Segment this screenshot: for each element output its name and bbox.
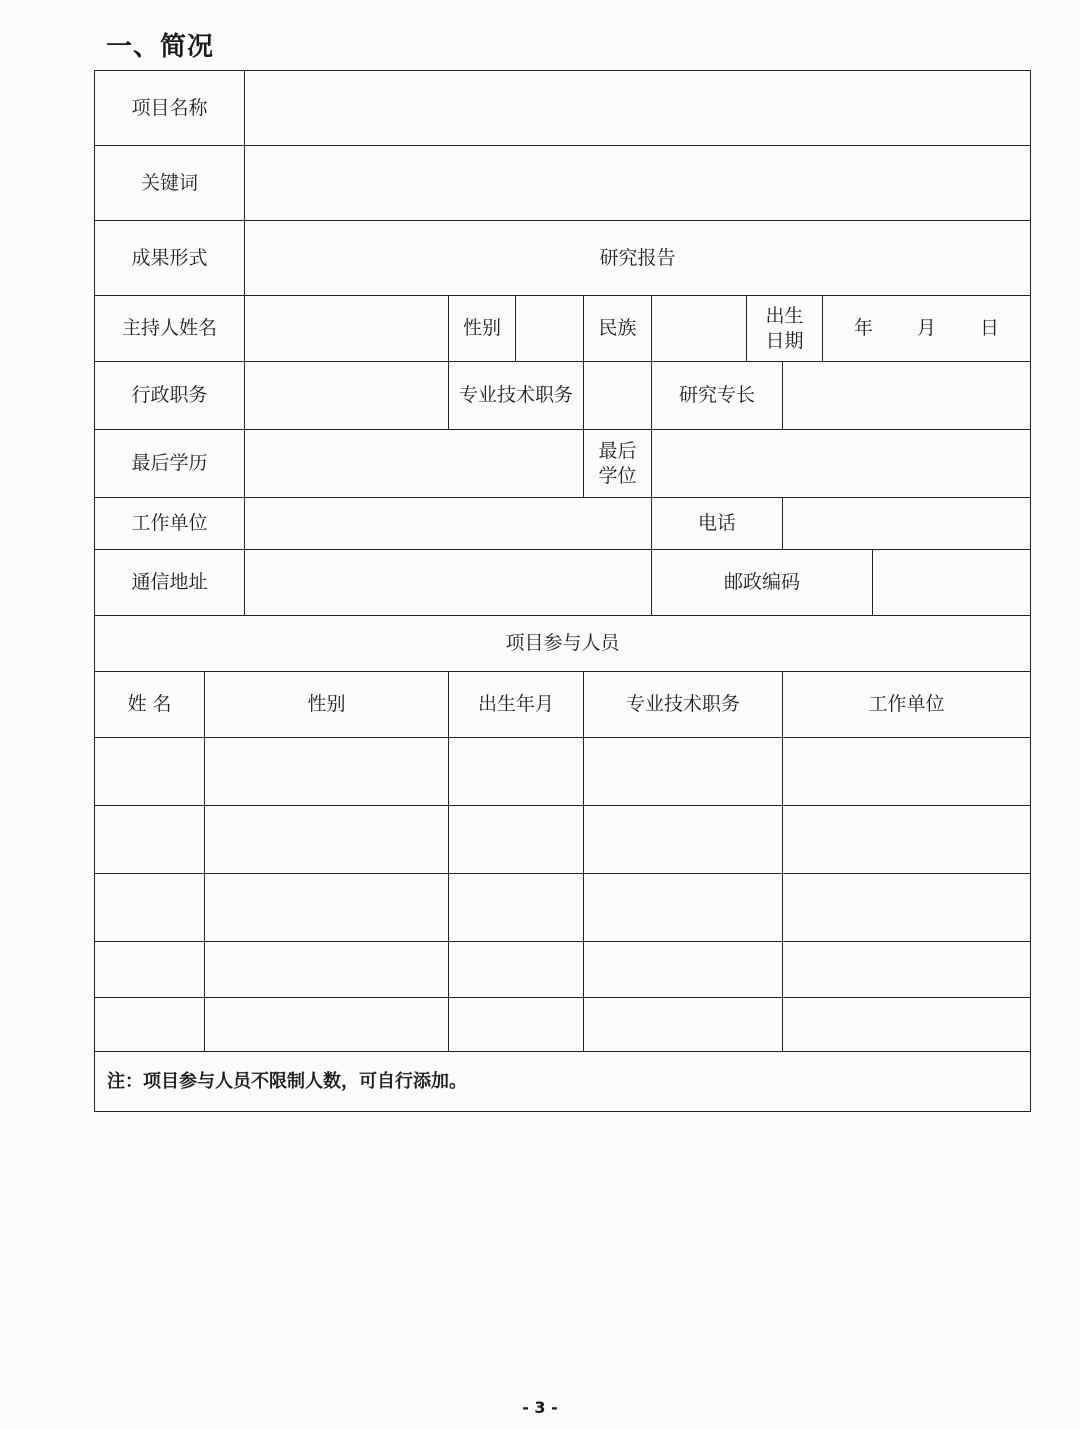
participant-name-cell[interactable] — [95, 806, 205, 874]
tech-title-field[interactable] — [584, 362, 652, 430]
year-label: 年 — [854, 317, 874, 340]
day-label: 日 — [980, 317, 1000, 340]
participant-row — [95, 806, 1031, 874]
participant-birth-cell[interactable] — [449, 942, 584, 998]
work-unit-label: 工作单位 — [95, 498, 245, 550]
participant-gender-cell[interactable] — [205, 874, 449, 942]
phone-label: 电话 — [652, 498, 783, 550]
birth-date-label-line2: 日期 — [765, 329, 804, 352]
research-specialty-label: 研究专长 — [652, 362, 783, 430]
participants-header-birth: 出生年月 — [449, 672, 584, 738]
host-ethnicity-label: 民族 — [584, 296, 652, 362]
participants-header-name: 姓 名 — [95, 672, 205, 738]
participant-work-unit-cell[interactable] — [783, 874, 1031, 942]
participants-note: 注：项目参与人员不限制人数，可自行添加。 — [95, 1052, 1031, 1112]
project-name-label: 项目名称 — [95, 71, 245, 146]
research-specialty-field[interactable] — [783, 362, 1031, 430]
degree-label-line1: 最后 — [598, 439, 637, 462]
participant-tech-title-cell[interactable] — [584, 942, 783, 998]
host-gender-field[interactable] — [516, 296, 584, 362]
participant-birth-cell[interactable] — [449, 738, 584, 806]
participant-name-cell[interactable] — [95, 998, 205, 1052]
degree-label-line2: 学位 — [598, 464, 637, 487]
education-label: 最后学历 — [95, 430, 245, 498]
birth-date-field[interactable] — [823, 296, 1031, 362]
participant-work-unit-cell[interactable] — [783, 942, 1031, 998]
participant-work-unit-cell[interactable] — [783, 806, 1031, 874]
participant-tech-title-cell[interactable] — [584, 998, 783, 1052]
admin-position-label: 行政职务 — [95, 362, 245, 430]
participant-tech-title-cell[interactable] — [584, 738, 783, 806]
work-unit-field[interactable] — [245, 498, 652, 550]
participant-name-cell[interactable] — [95, 738, 205, 806]
degree-field[interactable] — [652, 430, 1031, 498]
participant-birth-cell[interactable] — [449, 998, 584, 1052]
participants-header-work-unit: 工作单位 — [783, 672, 1031, 738]
participant-row — [95, 738, 1031, 806]
participants-header-tech-title: 专业技术职务 — [584, 672, 783, 738]
participant-gender-cell[interactable] — [205, 738, 449, 806]
participant-birth-cell[interactable] — [449, 874, 584, 942]
participant-gender-cell[interactable] — [205, 998, 449, 1052]
participant-tech-title-cell[interactable] — [584, 806, 783, 874]
participants-header-gender: 性别 — [205, 672, 449, 738]
month-label: 月 — [917, 317, 937, 340]
project-name-field[interactable] — [245, 71, 1031, 146]
postcode-field[interactable] — [873, 550, 1031, 616]
admin-position-field[interactable] — [245, 362, 449, 430]
participant-name-cell[interactable] — [95, 874, 205, 942]
tech-title-label: 专业技术职务 — [449, 362, 584, 430]
degree-label — [584, 430, 652, 498]
education-field[interactable] — [245, 430, 584, 498]
postcode-label: 邮政编码 — [652, 550, 873, 616]
participant-tech-title-cell[interactable] — [584, 874, 783, 942]
project-overview-form — [94, 70, 1031, 1112]
participant-gender-cell[interactable] — [205, 806, 449, 874]
birth-date-label — [747, 296, 823, 362]
participant-row — [95, 942, 1031, 998]
participants-section-label: 项目参与人员 — [95, 616, 1031, 672]
page-number: - 3 - — [522, 1398, 558, 1417]
section-title: 一、简况 — [106, 32, 215, 62]
host-name-label: 主持人姓名 — [95, 296, 245, 362]
participant-birth-cell[interactable] — [449, 806, 584, 874]
participant-gender-cell[interactable] — [205, 942, 449, 998]
participant-row — [95, 998, 1031, 1052]
result-form-value: 研究报告 — [245, 221, 1031, 296]
host-ethnicity-field[interactable] — [652, 296, 747, 362]
phone-field[interactable] — [783, 498, 1031, 550]
keywords-label: 关键词 — [95, 146, 245, 221]
host-gender-label: 性别 — [449, 296, 516, 362]
participant-work-unit-cell[interactable] — [783, 998, 1031, 1052]
keywords-field[interactable] — [245, 146, 1031, 221]
address-label: 通信地址 — [95, 550, 245, 616]
participant-row — [95, 874, 1031, 942]
participant-work-unit-cell[interactable] — [783, 738, 1031, 806]
host-name-field[interactable] — [245, 296, 449, 362]
address-field[interactable] — [245, 550, 652, 616]
result-form-label: 成果形式 — [95, 221, 245, 296]
participant-name-cell[interactable] — [95, 942, 205, 998]
birth-date-label-line1: 出生 — [765, 304, 804, 327]
